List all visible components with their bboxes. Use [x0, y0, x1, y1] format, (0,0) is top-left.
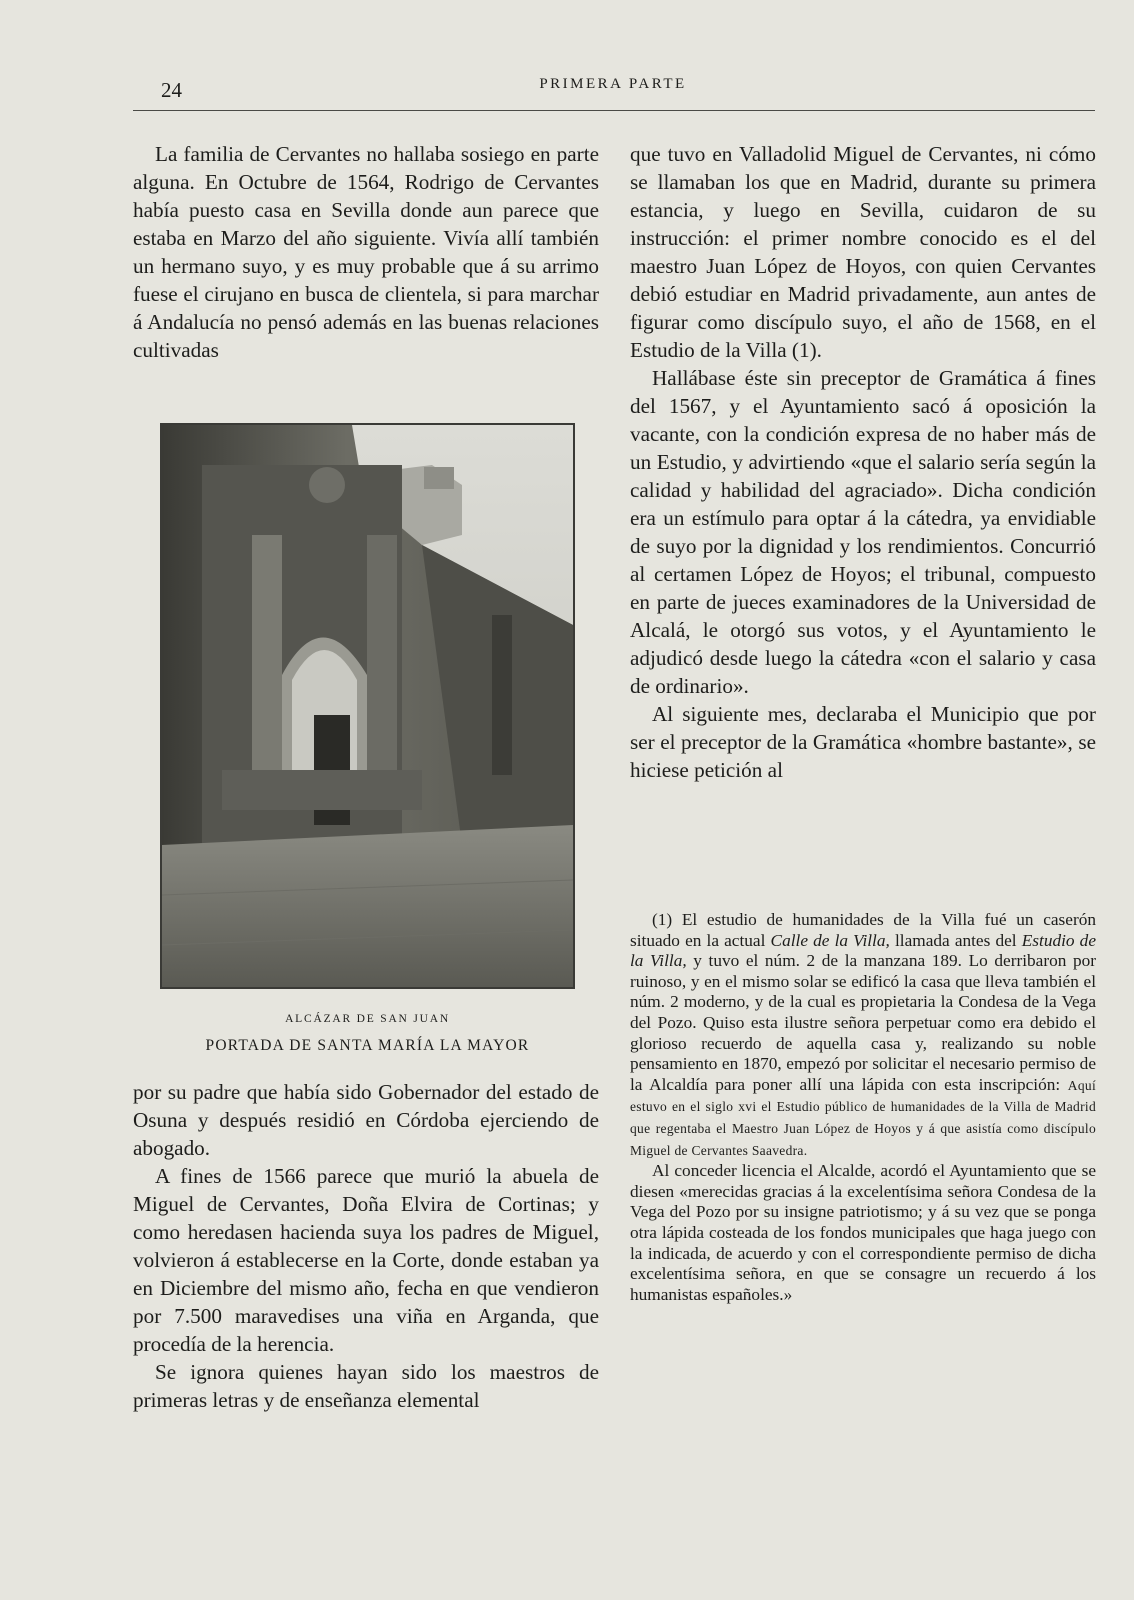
paragraph: por su padre que había sido Gobernador del estado de Osuna y después residió en Córdoba ejerciendo de abogado.: [133, 1080, 599, 1160]
footnote-former-name: Estudio de la Villa,: [630, 930, 1096, 971]
figure-caption-title: PORTADA DE SANTA MARÍA LA MAYOR: [205, 1037, 530, 1054]
footnote-text: llamada antes del: [889, 930, 1022, 950]
paragraph: Hallábase éste sin preceptor de Gramática á fines del 1567, y el Ayuntamiento sacó á oposición la vacante, con la condición expresa de no haber más de un Estudio, y advirtiendo «que el salario sería según la calidad y habilidad del agraciado». Dicha condición era un estímulo para optar á la cátedra, ya envidiable de suyo por la dignidad y los rendimientos. Concurrió al certamen López de Hoyos; el tribunal, compuesto en parte de jueces examinadores de la Universidad de Alcalá, le otorgó sus votos, y el Ayuntamiento le adjudicó desde luego la cátedra «con el salario y casa de ordinario».: [630, 366, 1096, 698]
footnote-street-name: Calle de la Villa,: [770, 930, 890, 950]
paragraph: Se ignora quienes hayan sido los maestros de primeras letras y de enseñanza elemental: [133, 1360, 599, 1412]
footnote-text: y tuvo el núm. 2 de la manzana 189. Lo derribaron por ruinoso, y en el mismo solar se edificó la casa que lleva también el núm. 2 moderno, y de la cual es propietaria la Condesa de la Vega del Pozo. Quiso esta ilustre señora perpetuar como era debido el glorioso recuerdo de aquella casa y, realizando su noble pensamiento en 1870, empezó por solicitar el necesario permiso de la Alcaldía para poner allí una lápida con esta inscripción:: [630, 951, 1096, 1094]
page-number: 24: [161, 78, 182, 102]
footnote-text: (1) El estudio de humanidades de la Villa fué un caserón situado en la actual: [630, 910, 1096, 950]
footnote: [630, 910, 1096, 1305]
paragraph: La familia de Cervantes no hallaba sosiego en parte alguna. En Octubre de 1564, Rodrigo de Cervantes había puesto casa en Sevilla donde aun parece que estaba en Marzo del año siguiente. Vivía allí también un hermano suyo, y es muy probable que á su arrimo fuese el cirujano en busca de clientela, si para marchar á Andalucía no pensó además en las buenas relaciones cultivadas: [133, 142, 599, 362]
page-header: [133, 74, 1093, 104]
header-rule: [133, 110, 1095, 111]
footnote-paragraph: [630, 910, 1096, 1161]
figure-caption-location: ALCÁZAR DE SAN JUAN: [285, 1013, 450, 1025]
footnote-inscription: Aquí estuvo en el siglo xvi el Estudio público de humanidades de la Villa de Madrid que regentaba el Maestro Juan López de Hoyos y á que asistía como discípulo Miguel de Cervantes Saavedra.: [630, 1077, 1096, 1158]
footnote-paragraph: Al conceder licencia el Alcalde, acordó el Ayuntamiento que se diesen «merecidas gracias á la excelentísima señora Condesa de la Vega del Pozo por su insigne patriotismo; y á su vez que se ponga otra lápida costeada de los fondos municipales que haga juego con la indicada, de acuerdo y con el correspondiente permiso de dicha excelentísima señora, en que se consagre un recuerdo á los humanistas españoles.»: [630, 1161, 1096, 1304]
left-column-bottom: [133, 1078, 599, 1414]
church-portal-photo: [160, 423, 575, 989]
left-column-top: [133, 140, 599, 364]
paragraph: que tuvo en Valladolid Miguel de Cervantes, ni cómo se llamaban los que en Madrid, durante su primera estancia, y luego en Sevilla, cuidaron de su instrucción: el primer nombre conocido es el del maestro Juan López de Hoyos, con quien Cervantes debió estudiar en Madrid privadamente, aun antes de figurar como discípulo suyo, el año de 1568, en el Estudio de la Villa (1).: [630, 142, 1096, 362]
right-column-main: [630, 140, 1096, 784]
paragraph: A fines de 1566 parece que murió la abuela de Miguel de Cervantes, Doña Elvira de Cortinas; y como heredasen hacienda suya los padres de Miguel, volvieron á establecerse en la Corte, donde estaban ya en Diciembre del mismo año, fecha en que vendieron por 7.500 maravedises una viña en Arganda, que procedía de la herencia.: [133, 1164, 599, 1356]
paragraph: Al siguiente mes, declaraba el Municipio que por ser el preceptor de la Gramática «hombre bastante», se hiciese petición al: [630, 702, 1096, 782]
running-head: PRIMERA PARTE: [539, 76, 687, 92]
